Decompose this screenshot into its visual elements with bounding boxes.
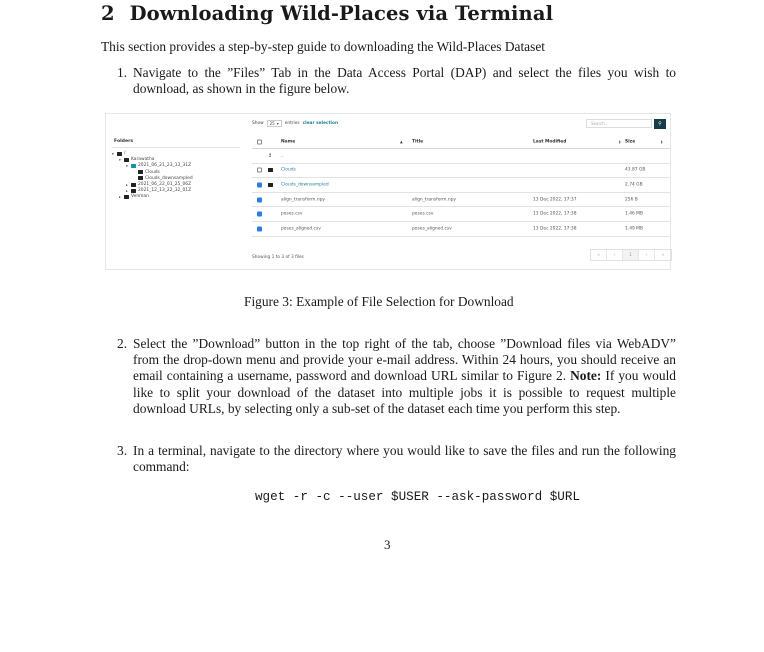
table-row[interactable]	[252, 222, 670, 237]
step-number: 2.	[117, 336, 128, 351]
folder-icon	[268, 168, 273, 172]
column-title[interactable]: Title	[412, 139, 424, 145]
file-modified: 13 Dec 2022, 17:38	[533, 226, 577, 232]
file-size: 2.74 GB	[625, 182, 643, 188]
sort-asc-icon: ▲	[400, 140, 403, 144]
figure-caption: Figure 3: Example of File Selection for Download	[244, 294, 514, 309]
folder-icon	[138, 176, 143, 180]
search-button[interactable]	[654, 119, 666, 129]
file-name: align_transform.npy	[281, 197, 325, 203]
folder-icon	[124, 158, 129, 162]
pagination	[590, 249, 672, 261]
folder-label: 2021_12_13_22_32_01Z	[138, 188, 192, 194]
table-row-parent[interactable]	[252, 149, 670, 164]
table-row[interactable]	[252, 193, 670, 208]
next-page-button[interactable]: ›	[639, 250, 655, 260]
file-size: 1.49 MB	[625, 226, 643, 232]
folder-label: 2021_06_21_23_13_31Z	[138, 163, 192, 169]
row-checkbox[interactable]	[257, 226, 262, 231]
select-all-checkbox[interactable]	[257, 140, 262, 145]
prev-page-button[interactable]: ‹	[607, 250, 623, 260]
expand-toggle-icon[interactable]: ▾	[119, 157, 121, 162]
file-name: poses_aligned.csv	[281, 226, 321, 232]
column-size[interactable]: Size	[625, 139, 636, 145]
table-header	[252, 136, 670, 149]
file-name[interactable]: Clouds_downsampled	[281, 182, 329, 188]
sort-icon: ↕	[660, 139, 664, 145]
entries-control	[252, 120, 338, 127]
file-modified: 13 Dec 2022, 17:38	[533, 211, 577, 217]
file-title: poses_aligned.csv	[412, 226, 452, 232]
divider	[112, 147, 240, 148]
folder-icon	[117, 152, 122, 156]
step-text: Navigate to the ”Files” Tab in the Data Access Portal (DAP) and select the files you wish to download, as shown in the figure below.	[133, 65, 676, 97]
folder-icon	[124, 195, 129, 199]
folder-label: Venman	[131, 194, 149, 200]
folder-icon	[268, 183, 273, 187]
parent-dir-link[interactable]: ..	[281, 153, 284, 159]
chevron-down-icon: ▾	[276, 121, 279, 126]
step-number: 3.	[117, 443, 128, 458]
search-input[interactable]: Search...	[586, 119, 652, 128]
column-last-modified[interactable]: Last Modified	[533, 139, 567, 145]
folders-title: Folders	[114, 139, 134, 144]
page-number: 3	[384, 537, 391, 552]
file-name[interactable]: Clouds	[281, 167, 296, 173]
clear-selection-link[interactable]: clear selection	[302, 121, 339, 126]
sort-icon: ↕	[618, 139, 622, 145]
showing-info: Showing 1 to 3 of 3 files	[252, 255, 304, 260]
column-name[interactable]: Name	[281, 139, 296, 145]
step-number: 1.	[117, 65, 128, 80]
search-icon: ⚲	[658, 121, 662, 127]
wget-command: wget -r -c --user $USER --ask-password $URL	[255, 490, 580, 504]
file-modified: 13 Dec 2022, 17:37	[533, 197, 577, 203]
folder-icon	[131, 164, 136, 168]
folder-label: 2021_06_22_01_25_06Z	[138, 182, 192, 187]
step-2	[117, 336, 676, 417]
folder-tree-item[interactable]	[119, 193, 149, 200]
file-size: 1.46 MB	[625, 211, 643, 217]
step-1	[117, 65, 676, 97]
expand-toggle-icon[interactable]: ▸	[119, 194, 121, 199]
step-text-part: Select the ”Download” button in the top right of the tab, choose ”Download files via WebADV” from the drop-down menu and provide your e-mail address. Within 24 hours, you should receive an email containing a username, password and download URL similar to Figure 2.	[133, 336, 676, 384]
up-arrow-icon: ↥	[268, 152, 273, 159]
folder-icon	[131, 189, 136, 193]
step-text: In a terminal, navigate to the directory where you would like to save the files and run the following command:	[133, 443, 676, 475]
folder-label: Clouds	[145, 169, 160, 175]
table-row[interactable]	[252, 164, 670, 179]
entries-select[interactable]	[267, 120, 282, 127]
step-text-part: If you would like to split your download of the dataset into multiple jobs it is possible to request multiple download URLs, by selecting only a sub-set of the dataset each time you perform this step.	[133, 368, 676, 416]
expand-toggle-icon[interactable]: ▾	[126, 163, 128, 168]
expand-toggle-icon[interactable]: ▾	[112, 151, 114, 156]
page-1-button[interactable]: 1	[623, 250, 639, 260]
section-heading	[101, 2, 553, 25]
row-checkbox[interactable]	[257, 212, 262, 217]
entries-label: entries	[284, 121, 300, 126]
expand-toggle-icon[interactable]: ▸	[126, 182, 128, 187]
file-title: poses.csv	[412, 211, 434, 217]
step-text	[133, 336, 676, 417]
section-number: 2	[101, 2, 115, 25]
last-page-button[interactable]: »	[661, 252, 665, 258]
file-table	[252, 136, 670, 237]
row-checkbox[interactable]	[257, 168, 262, 173]
show-label: Show	[252, 121, 264, 126]
first-page-button[interactable]: «	[591, 250, 607, 260]
entries-value: 25	[269, 121, 275, 126]
file-title: align_transform.npy	[412, 197, 456, 203]
folder-label: Clouds_downsampled	[145, 175, 193, 181]
file-size: 256 B	[625, 197, 638, 203]
folder-icon	[131, 183, 136, 187]
table-row[interactable]	[252, 178, 670, 193]
row-checkbox[interactable]	[257, 197, 262, 202]
step-3	[117, 443, 676, 475]
folder-label: /	[124, 151, 126, 156]
file-name: poses.csv	[281, 211, 303, 217]
file-size: 43.87 GB	[625, 167, 646, 173]
folder-icon	[138, 170, 143, 174]
expand-toggle-icon[interactable]: ▸	[126, 188, 128, 193]
section-title: Downloading Wild-Places via Terminal	[129, 2, 554, 25]
row-checkbox[interactable]	[257, 182, 262, 187]
table-row[interactable]	[252, 207, 670, 222]
folder-label: Karawatha	[131, 157, 155, 163]
note-label: Note:	[570, 368, 602, 384]
intro-paragraph: This section provides a step-by-step guide to downloading the Wild-Places Dataset	[101, 39, 545, 54]
file-selection-figure	[105, 113, 671, 270]
